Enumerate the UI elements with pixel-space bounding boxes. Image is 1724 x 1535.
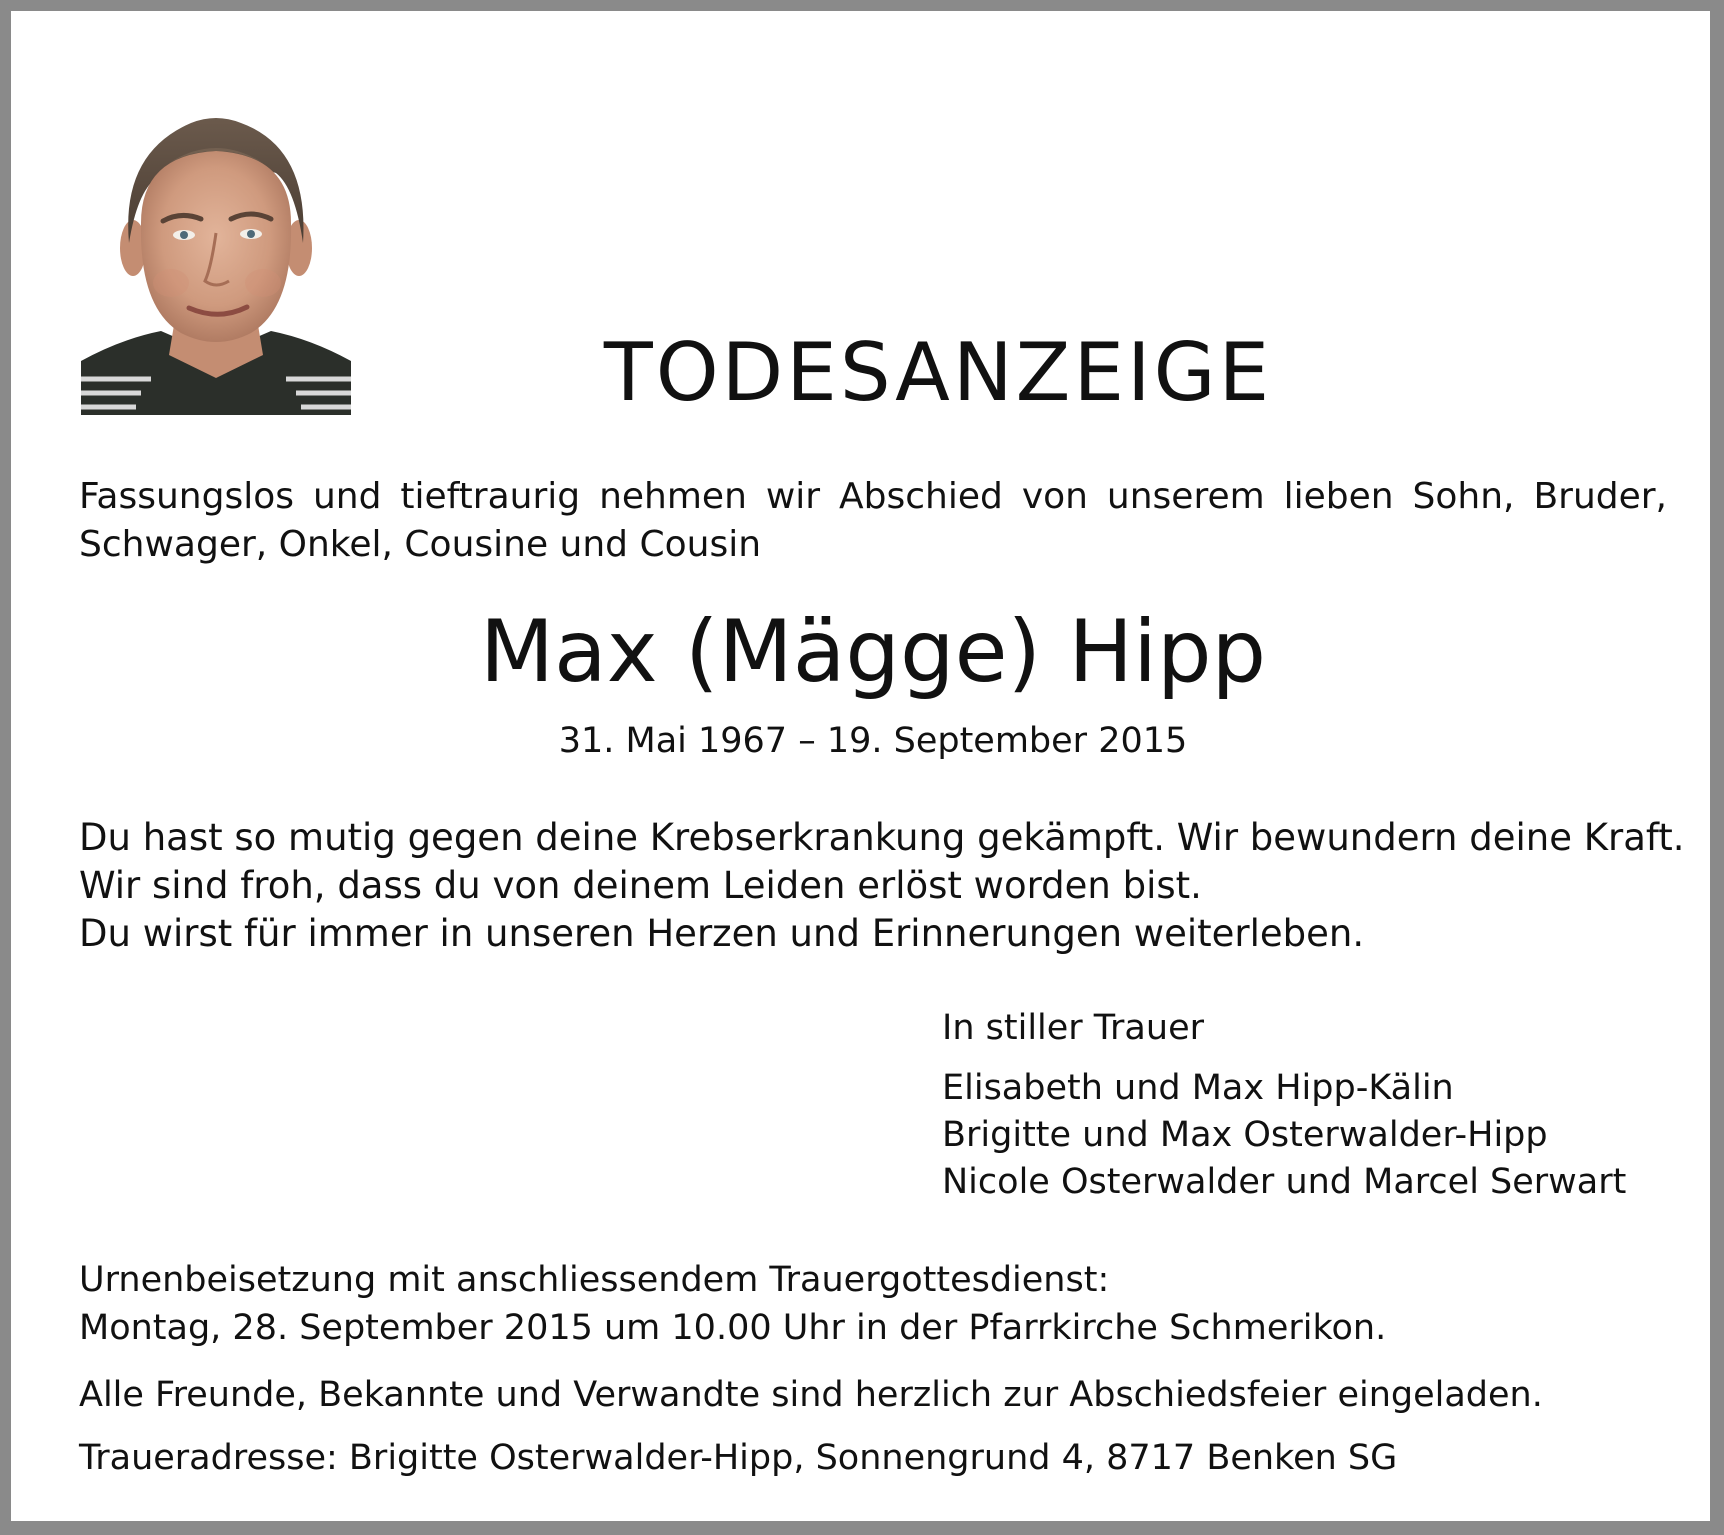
mourner-name: Nicole Osterwalder und Marcel Serwart <box>942 1162 1627 1202</box>
verse-line: Wir sind froh, dass du von deinem Leiden erlöst worden bist. <box>79 864 1202 907</box>
ceremony-line: Urnenbeisetzung mit anschliessendem Trauergottesdienst: <box>79 1260 1110 1300</box>
mourner-name: Brigitte und Max Osterwalder-Hipp <box>942 1115 1548 1155</box>
life-dates: 31. Mai 1967 – 19. September 2015 <box>558 721 1188 761</box>
ceremony-info <box>79 1256 1679 1352</box>
verse-line: Du hast so mutig gegen deine Krebserkrankung gekämpft. Wir bewundern deine Kraft. <box>79 816 1685 859</box>
mourners-heading: In stiller Trauer <box>942 1008 1204 1048</box>
deceased-name: Max (Mägge) Hipp <box>479 602 1267 702</box>
page-title: TODESANZEIGE <box>603 326 1273 419</box>
mourners-block <box>942 1005 1702 1206</box>
intro-line: Schwager, Onkel, Cousine und Cousin <box>79 524 762 565</box>
intro-line: Fassungslos und tieftraurig nehmen wir Abschied von unserem lieben Sohn, Bruder, <box>79 476 1667 517</box>
mourning-address: Traueradresse: Brigitte Osterwalder-Hipp, Sonnengrund 4, 8717 Benken SG <box>79 1438 1398 1478</box>
intro-paragraph <box>79 473 1667 569</box>
mourner-name: Elisabeth und Max Hipp-Kälin <box>942 1068 1454 1108</box>
ceremony-line: Montag, 28. September 2015 um 10.00 Uhr in der Pfarrkirche Schmerikon. <box>79 1308 1387 1348</box>
verse-line: Du wirst für immer in unseren Herzen und Erinnerungen weiterleben. <box>79 912 1365 955</box>
invitation-text: Alle Freunde, Bekannte und Verwandte sind herzlich zur Abschiedsfeier eingeladen. <box>79 1375 1543 1415</box>
farewell-verse <box>79 814 1685 958</box>
